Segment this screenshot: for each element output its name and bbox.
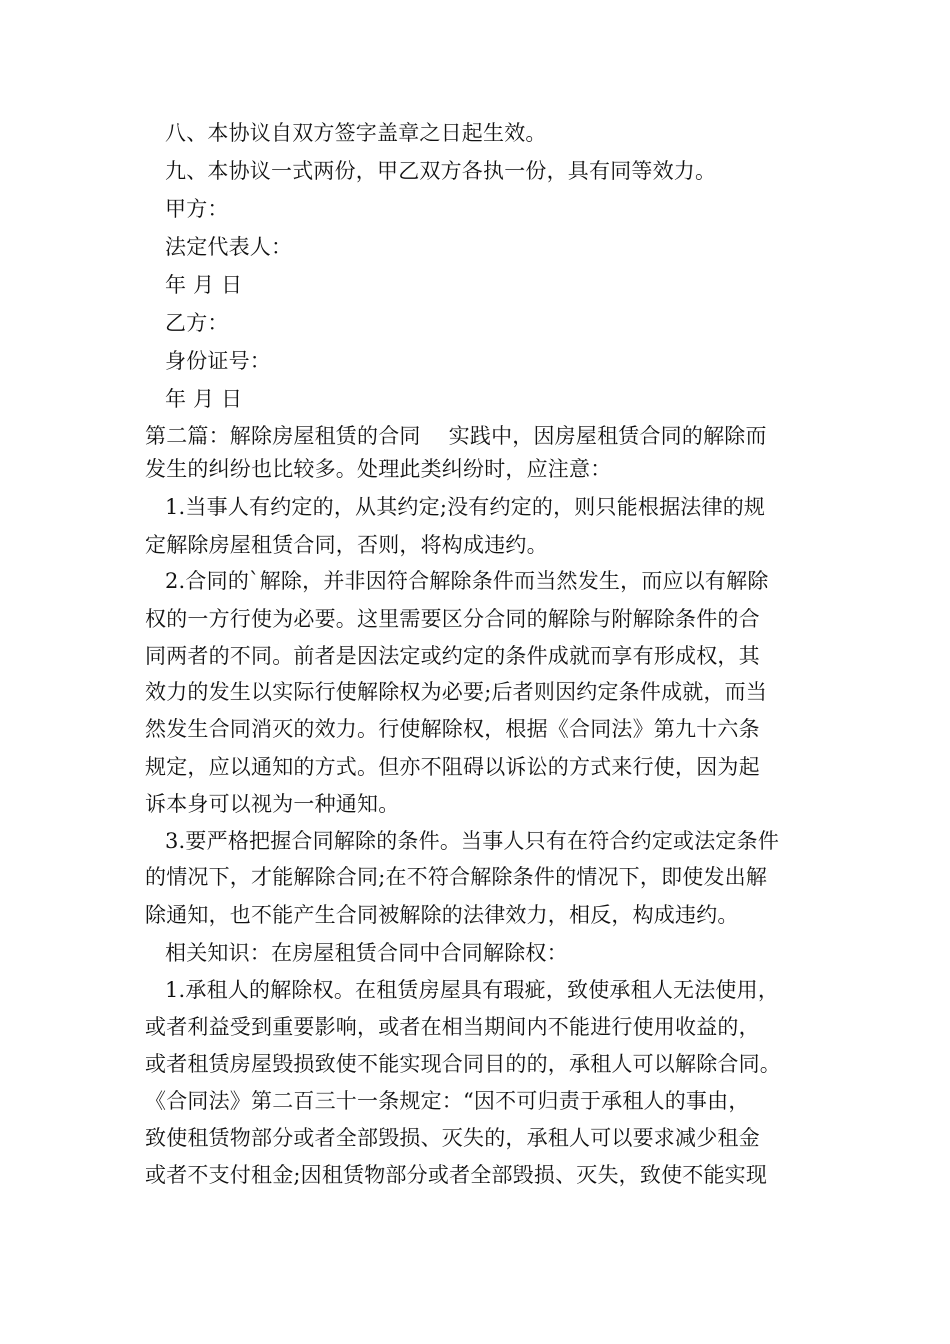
body-line: 效力的发生以实际行使解除权为必要;后者则因约定条件成就，而当 [145,680,768,704]
body-line: 发生的纠纷也比较多。处理此类纠纷时，应注意： [145,457,612,481]
body-line: 致使租赁物部分或者全部毁损、灭失的，承租人可以要求减少租金 [145,1126,760,1150]
id-number-label: 身份证号： [165,349,271,373]
body-line: 或者租赁房屋毁损致使不能实现合同目的的，承租人可以解除合同。 [145,1052,781,1076]
body-line: 定解除房屋租赁合同，否则，将构成违约。 [145,533,548,557]
item-1-line: 1.当事人有约定的，从其约定;没有约定的，则只能根据法律的规 [165,495,766,519]
body-line: 除通知，也不能产生合同被解除的法律效力，相反，构成违约。 [145,903,739,927]
lessee-right-line: 1.承租人的解除权。在租赁房屋具有瑕疵，致使承租人无法使用， [165,978,780,1002]
body-line: 同两者的不同。前者是因法定或约定的条件成就而享有形成权，其 [145,644,760,668]
body-line: 诉本身可以视为一种通知。 [145,792,400,816]
body-line: 的情况下，才能解除合同;在不符合解除条件的情况下，即使发出解 [145,865,768,889]
clause-8-line: 八、本协议自双方签字盖章之日起生效。 [165,121,547,145]
body-line: 《合同法》第二百三十一条规定：“因不可归责于承租人的事由， [145,1089,750,1113]
item-2-line: 2.合同的`解除，并非因符合解除条件而当然发生，而应以有解除 [165,569,769,593]
body-line: 或者利益受到重要影响，或者在相当期间内不能进行使用收益的， [145,1015,760,1039]
party-a-label: 甲方： [165,197,229,221]
body-line: 然发生合同消灭的效力。行使解除权，根据《合同法》第九十六条 [145,717,760,741]
related-knowledge-line: 相关知识：在房屋租赁合同中合同解除权： [165,941,568,965]
party-b-label: 乙方： [165,311,229,335]
date-line-a: 年 月 日 [165,273,243,297]
body-line: 权的一方行使为必要。这里需要区分合同的解除与附解除条件的合 [145,607,760,631]
date-line-b: 年 月 日 [165,387,243,411]
body-line: 规定，应以通知的方式。但亦不阻碍以诉讼的方式来行使，因为起 [145,755,760,779]
clause-9-line: 九、本协议一式两份，甲乙双方各执一份，具有同等效力。 [165,159,717,183]
section-two-heading-line: 第二篇：解除房屋租赁的合同 实践中，因房屋租赁合同的解除而 [145,424,767,448]
body-line: 或者不支付租金;因租赁物部分或者全部毁损、灭失，致使不能实现 [145,1163,768,1187]
legal-representative-label: 法定代表人： [165,235,293,259]
item-3-line: 3.要严格把握合同解除的条件。当事人只有在符合约定或法定条件 [165,829,780,853]
